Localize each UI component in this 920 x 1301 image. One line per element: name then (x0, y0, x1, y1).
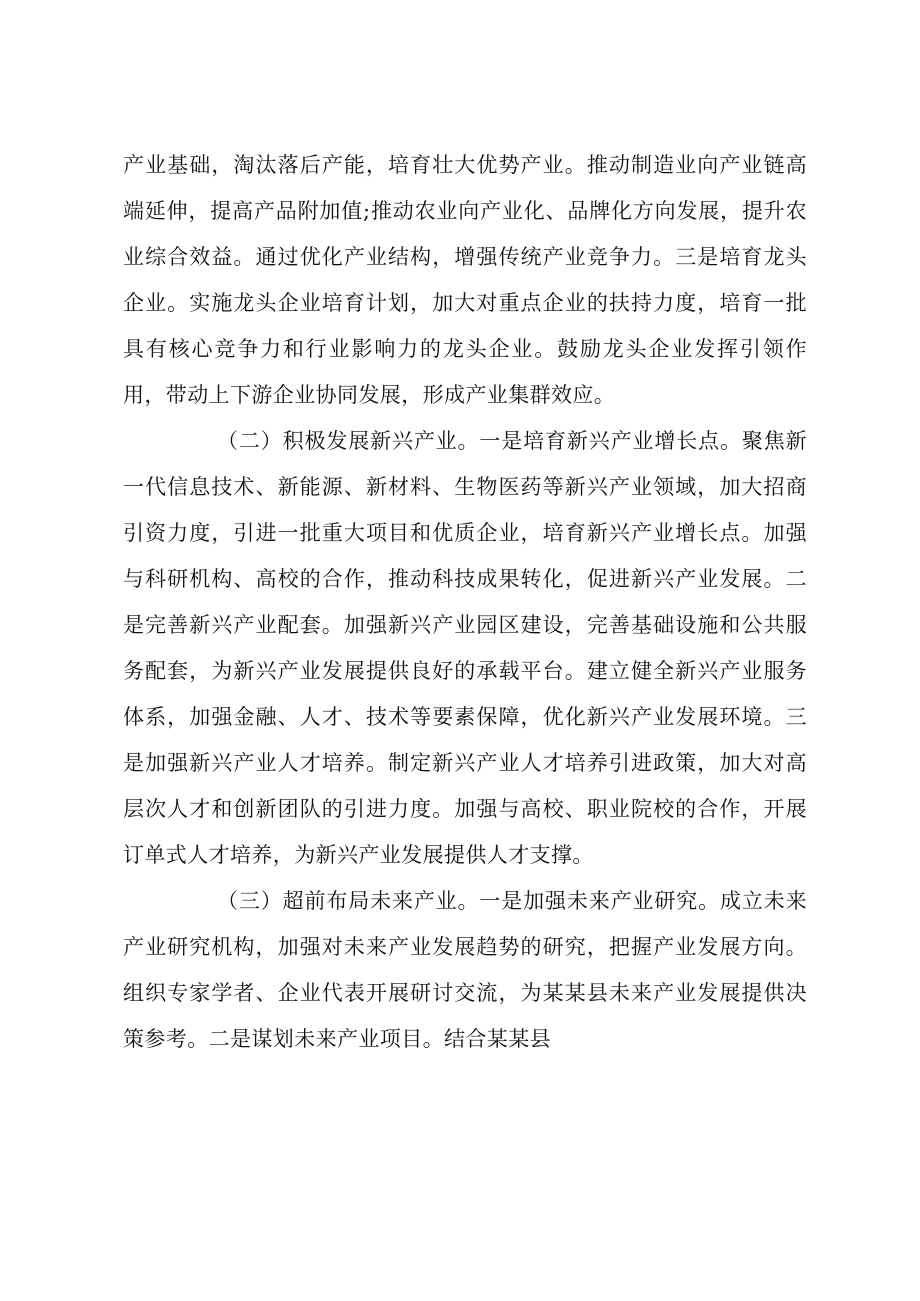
paragraph-continued: 产业基础，淘汰落后产能，培育壮大优势产业。推动制造业向产业链高端延伸，提高产品附加值;推动农业向产业化、品牌化方向发展，提升农业综合效益。通过优化产业结构，增强传统产业竞争力。三是培育龙头企业。实施龙头企业培育计划，加大对重点企业的扶持力度，培育一批具有核心竞争力和行业影响力的龙头企业。鼓励龙头企业发挥引领作用，带动上下游企业协同发展，形成产业集群效应。 (123, 153, 807, 407)
paragraph-future-industries: （三）超前布局未来产业。一是加强未来产业研究。成立未来产业研究机构，加强对未来产业发展趋势的研究，把握产业发展方向。组织专家学者、企业代表开展研讨交流，为某某县未来产业发展提供决策参考。二是谋划未来产业项目。结合某某县 (123, 889, 807, 1051)
document-body (123, 142, 807, 1062)
paragraph-emerging-industries: （二）积极发展新兴产业。一是培育新兴产业增长点。聚焦新一代信息技术、新能源、新材料、生物医药等新兴产业领域，加大招商引资力度，引进一批重大项目和优质企业，培育新兴产业增长点。加强与科研机构、高校的合作，推动科技成果转化，促进新兴产业发展。二是完善新兴产业配套。加强新兴产业园区建设，完善基础设施和公共服务配套，为新兴产业发展提供良好的承载平台。建立健全新兴产业服务体系，加强金融、人才、技术等要素保障，优化新兴产业发展环境。三是加强新兴产业人才培养。制定新兴产业人才培养引进政策，加大对高层次人才和创新团队的引进力度。加强与高校、职业院校的合作，开展订单式人才培养，为新兴产业发展提供人才支撑。 (123, 429, 807, 867)
